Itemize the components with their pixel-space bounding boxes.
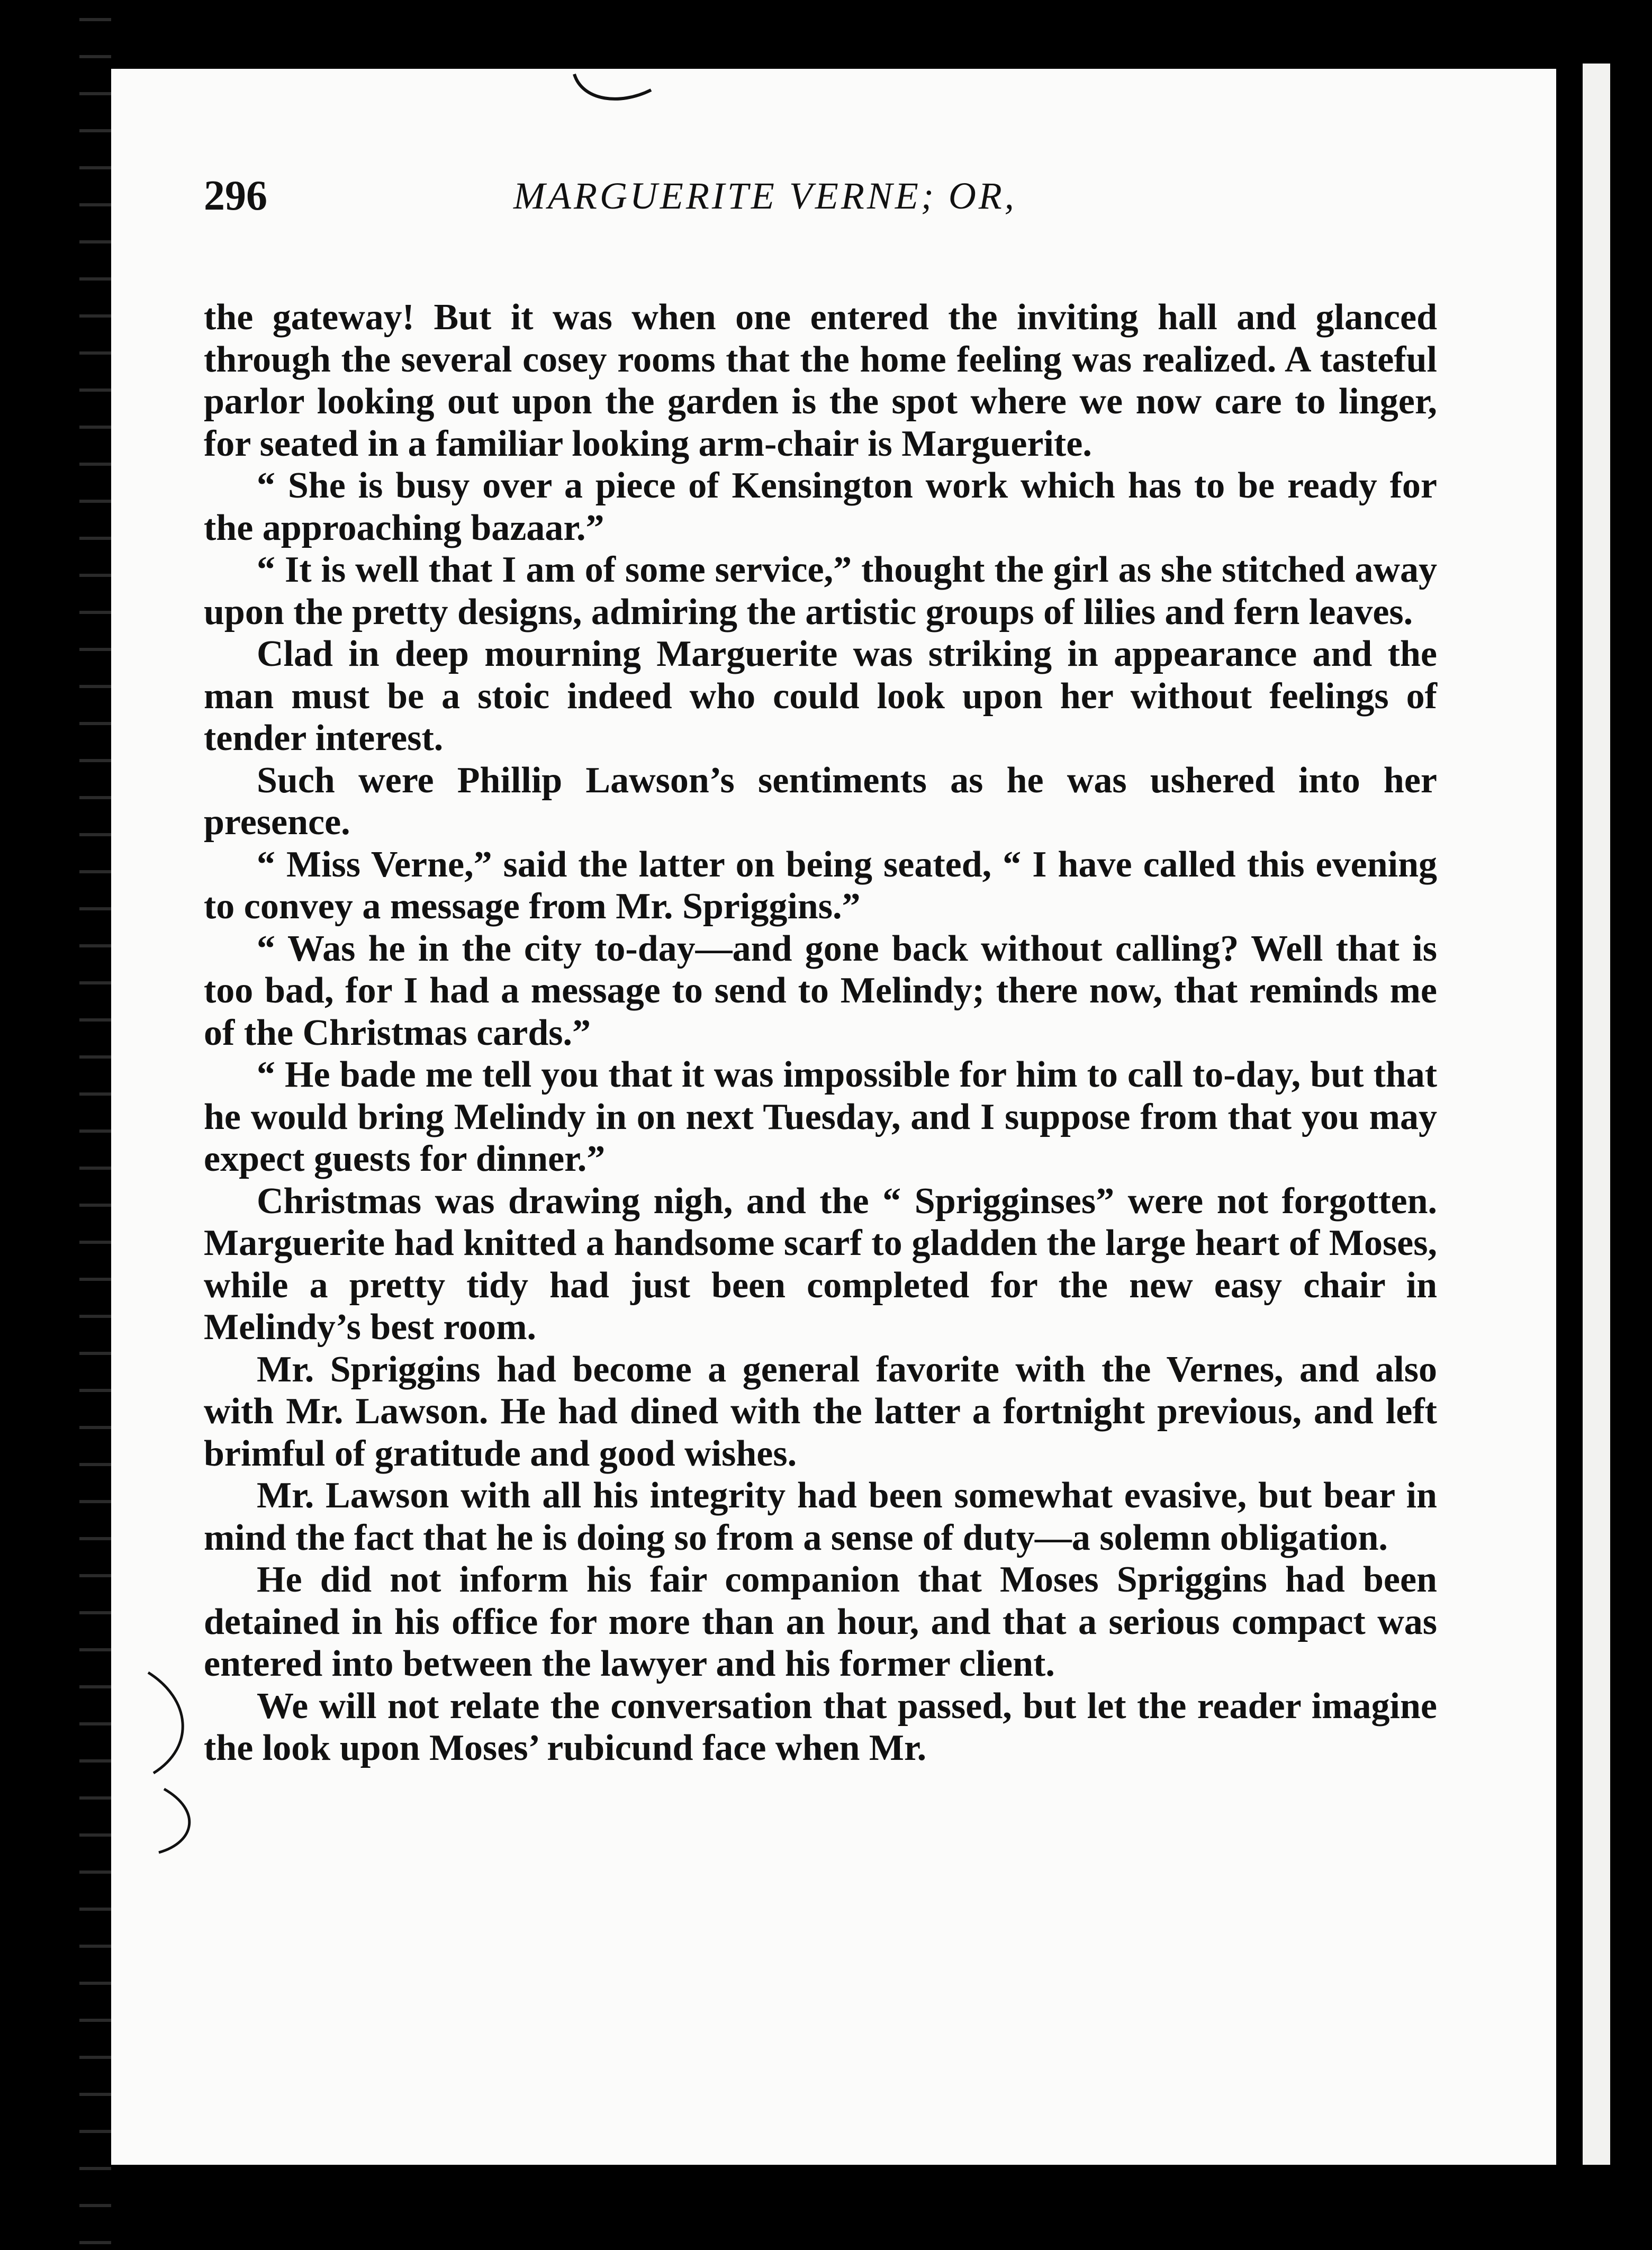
paragraph: “ Miss Verne,” said the latter on being seated, “ I have called this evening to convey a message from Mr. Spriggins.” bbox=[204, 844, 1437, 927]
paragraph: Christmas was drawing nigh, and the “ Sprigginses” were not forgotten. Marguerite had knitted a handsome scarf to gladden the large heart of Moses, while a pretty tidy had just been completed for the new easy chair in Melindy’s best room. bbox=[204, 1180, 1437, 1348]
paragraph: “ Was he in the city to-day—and gone back without calling? Well that is too bad, for I had a message to send to Melindy; there now, that reminds me of the Christmas cards.” bbox=[204, 928, 1437, 1053]
facing-page-edge bbox=[1583, 64, 1610, 2165]
paragraph: Mr. Spriggins had become a general favorite with the Vernes, and also with Mr. Lawson. He had dined with the latter a fortnight previous, and left brimful of gratitude and good wishes. bbox=[204, 1349, 1437, 1474]
paragraph: Mr. Lawson with all his integrity had been somewhat evasive, but bear in mind the fact that he is doing so from a sense of duty—a solemn obligation. bbox=[204, 1475, 1437, 1558]
paragraph: Such were Phillip Lawson’s sentiments as he was ushered into her presence. bbox=[204, 760, 1437, 843]
body-text bbox=[204, 296, 1437, 1769]
paragraph: He did not inform his fair companion that Moses Spriggins had been detained in his office for more than an hour, and that a serious compact was entered into between the lawyer and his former client. bbox=[204, 1559, 1437, 1684]
paragraph: the gateway! But it was when one entered the inviting hall and glanced through the several cosey rooms that the home feeling was realized. A tasteful parlor looking out upon the garden is the spot where we now care to linger, for seated in a familiar looking arm-chair is Marguerite. bbox=[204, 297, 1437, 464]
scan-mark-top bbox=[572, 69, 662, 111]
running-title: MARGUERITE VERNE; OR, bbox=[513, 175, 1017, 217]
paragraph: “ It is well that I am of some service,” thought the girl as she stitched away upon the pretty designs, admiring the artistic groups of lilies and fern leaves. bbox=[204, 549, 1437, 632]
paragraph: “ She is busy over a piece of Kensington work which has to be ready for the approaching bazaar.” bbox=[204, 465, 1437, 548]
page-number: 296 bbox=[204, 173, 267, 219]
page-header bbox=[204, 148, 1421, 243]
paragraph: Clad in deep mourning Marguerite was striking in appearance and the man must be a stoic indeed who could look upon her without feelings of tender interest. bbox=[204, 634, 1437, 758]
paragraph: We will not relate the conversation that passed, but let the reader imagine the look upon Moses’ rubicund face when Mr. bbox=[204, 1685, 1437, 1768]
scan-left-edge bbox=[79, 0, 111, 2250]
paragraph: “ He bade me tell you that it was impossible for him to call to-day, but that he would bring Melindy in on next Tuesday, and I suppose from that you may expect guests for dinner.” bbox=[204, 1054, 1437, 1179]
